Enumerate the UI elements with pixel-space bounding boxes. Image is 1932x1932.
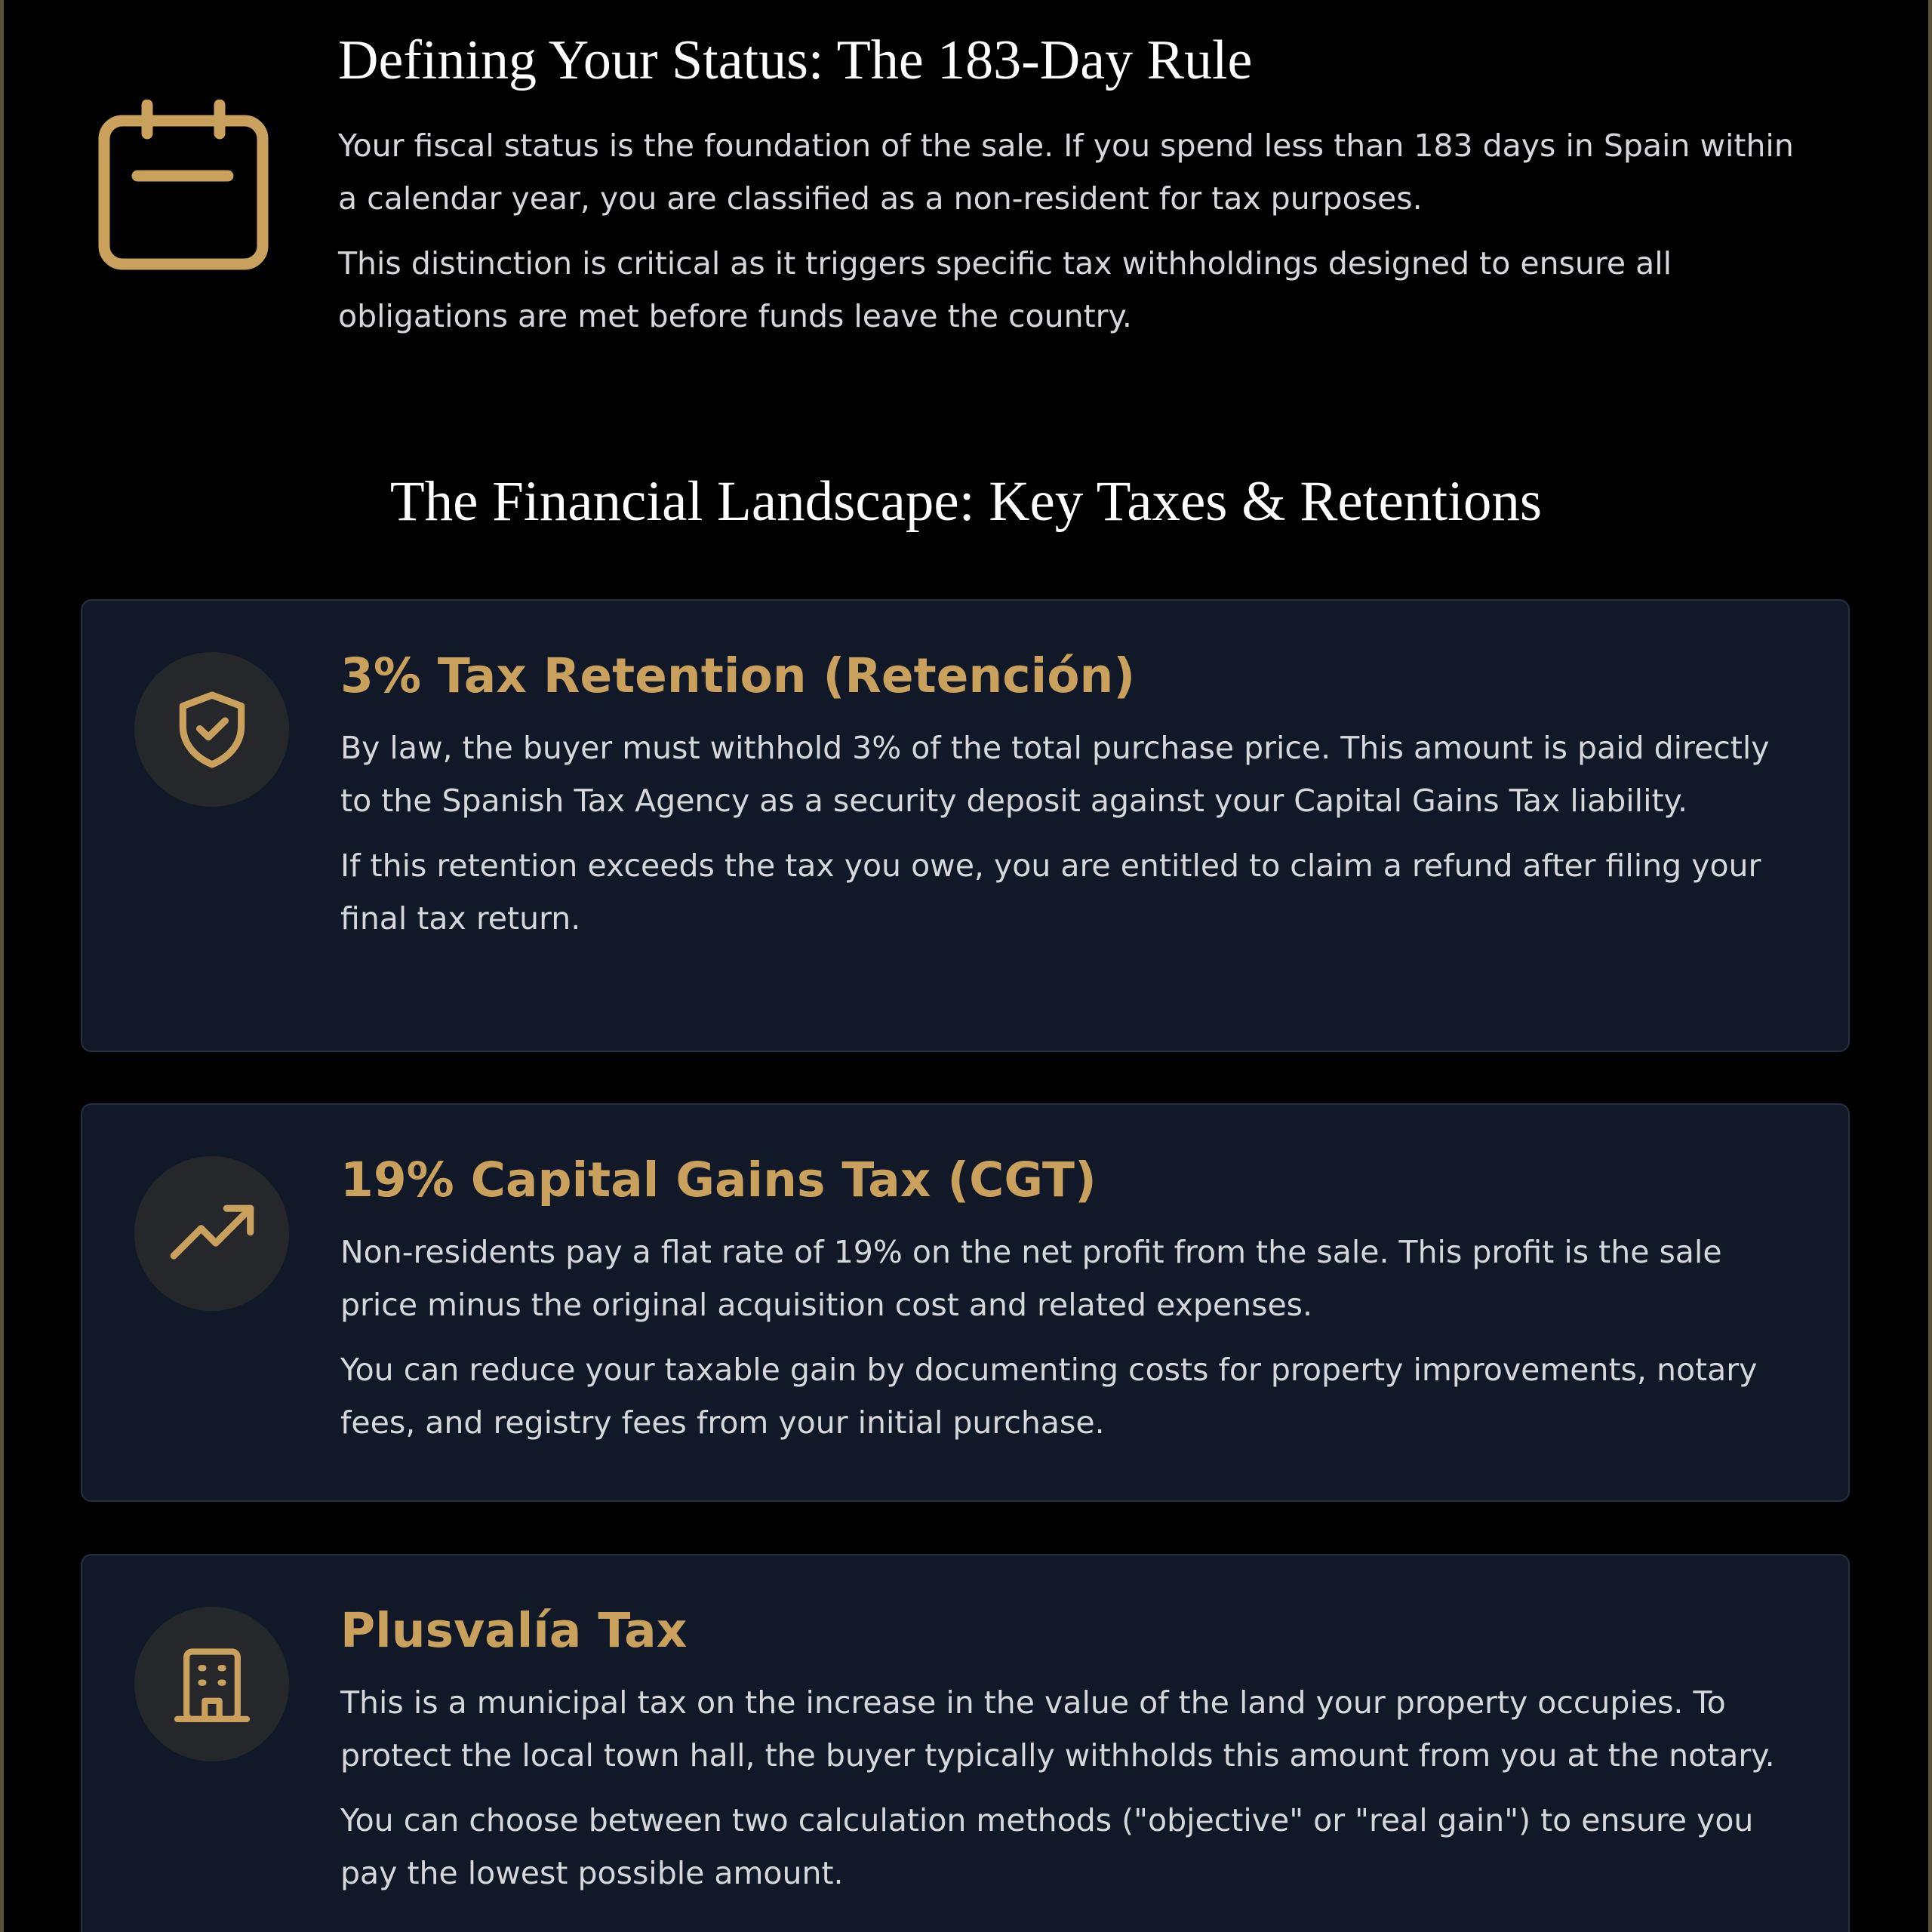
card-title: 3% Tax Retention (Retención) xyxy=(340,648,1136,703)
card-paragraph: By law, the buyer must withhold 3% of the total purchase price. This amount is paid directly to the Spanish Tax Agency as a security deposit against your Capital Gains Tax liability. xyxy=(340,730,1770,819)
card-title: Plusvalía Tax xyxy=(340,1603,688,1658)
card-paragraph: Non-residents pay a flat rate of 19% on the net profit from the sale. This profit is the sale price minus the original acquisition cost and related expenses. xyxy=(340,1234,1722,1323)
building-icon xyxy=(134,1607,289,1761)
card-paragraph: If this retention exceeds the tax you owe, you are entitled to claim a refund after filing your final tax return. xyxy=(340,848,1761,937)
status-text-block xyxy=(338,23,1810,355)
status-paragraph: Your fiscal status is the foundation of the sale. If you spend less than 183 days in Spain within a calendar year, you are classified as a non-resident for tax purposes. xyxy=(338,128,1794,217)
shield-check-icon xyxy=(134,652,289,807)
residency-status-section xyxy=(0,0,1932,423)
card-text-block xyxy=(340,640,1804,957)
card-paragraph: This is a municipal tax on the increase in the value of the land your property occupies. To protect the local town hall, the buyer typically withholds this amount from you at the notary. xyxy=(340,1684,1775,1774)
tax-card-retention xyxy=(81,599,1850,1052)
card-paragraph: You can choose between two calculation methods ("objective" or "real gain") to ensure you pay the lowest possible amount. xyxy=(340,1802,1754,1891)
card-paragraph: You can reduce your taxable gain by documenting costs for property improvements, notary fees, and registry fees from your initial purchase. xyxy=(340,1352,1758,1441)
taxes-section-heading: The Financial Landscape: Key Taxes & Retentions xyxy=(389,470,1543,533)
card-text-block xyxy=(340,1595,1804,1912)
trending-up-icon xyxy=(134,1156,289,1311)
card-text-block xyxy=(340,1144,1804,1461)
tax-card-plusvalia xyxy=(81,1554,1850,1932)
status-paragraph: This distinction is critical as it triggers specific tax withholdings designed to ensure all obligations are met before funds leave the country. xyxy=(338,245,1672,334)
status-heading: Defining Your Status: The 183-Day Rule xyxy=(338,29,1253,91)
tax-card-capital-gains xyxy=(81,1103,1850,1502)
card-title: 19% Capital Gains Tax (CGT) xyxy=(340,1152,1097,1208)
calendar-icon xyxy=(98,100,272,273)
